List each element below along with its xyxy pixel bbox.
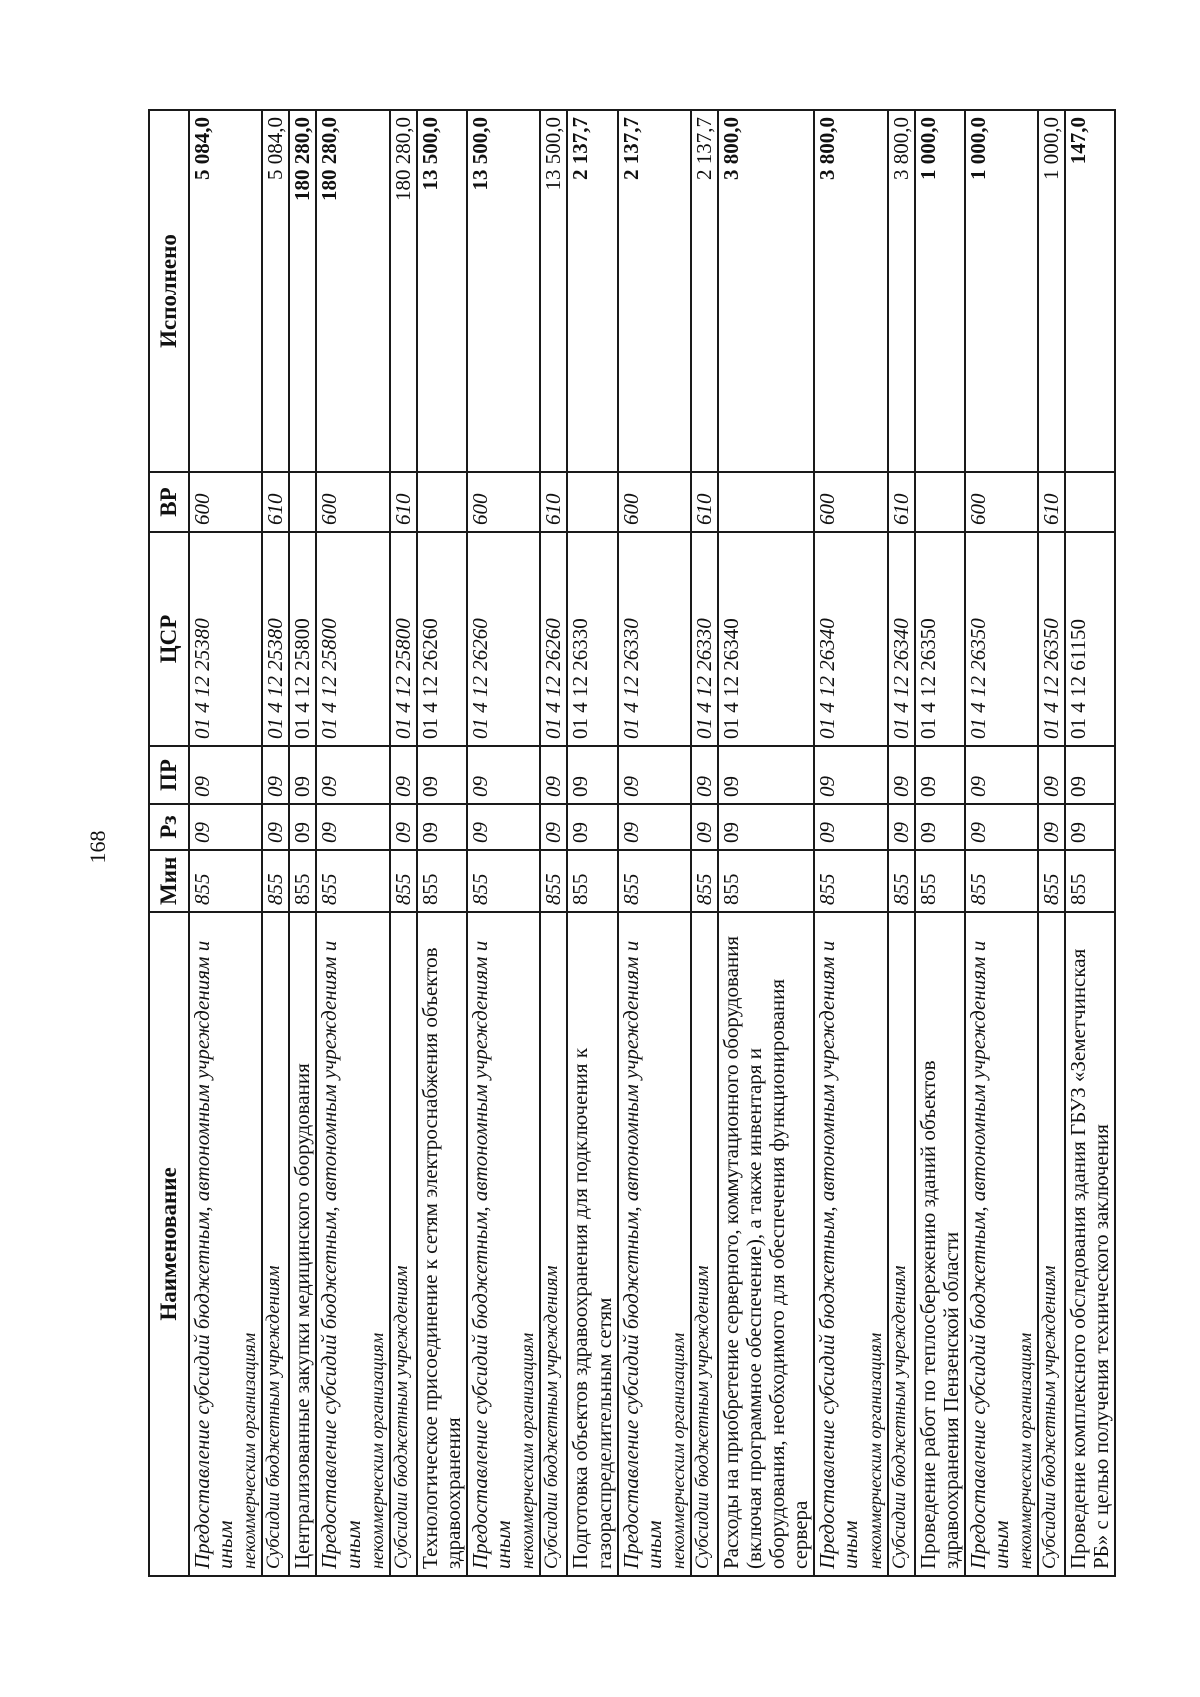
- cell-min: 855: [888, 850, 915, 912]
- cell-min: 855: [467, 850, 540, 912]
- cell-csr: 01 4 12 26330: [567, 532, 617, 746]
- table-row: [814, 110, 887, 1576]
- cell-name: [262, 912, 289, 1576]
- cell-name: [417, 912, 467, 1576]
- cell-min: 855: [417, 850, 467, 912]
- cell-csr: 01 4 12 26260: [417, 532, 467, 746]
- row-name-text: Расходы на приобретение серверного, коммутационного оборудования (включая программное обеспечение), а также инвентаря и оборудования, необходимого для обеспечения функционирования сервера: [718, 935, 813, 1569]
- cell-done: 2 137,7: [691, 110, 718, 472]
- cell-name: [567, 912, 617, 1576]
- cell-pr: 09: [814, 746, 887, 804]
- col-header-name: Наименование: [149, 912, 189, 1576]
- cell-min: 855: [189, 850, 262, 912]
- row-name-text: Подготовка объектов здравоохранения для подключения к газораспределительным сетям: [568, 1047, 616, 1569]
- col-header-csr: ЦСР: [149, 532, 189, 746]
- cell-min: 855: [1038, 850, 1065, 912]
- row-name-text-line2: некоммерческим организациям: [239, 1332, 260, 1569]
- cell-done: 3 800,0: [814, 110, 887, 472]
- cell-pr: 09: [618, 746, 691, 804]
- table-row: [540, 110, 567, 1576]
- cell-name: [540, 912, 567, 1576]
- row-name-text: Проведение работ по теплосбережению зданий объектов здравоохранения Пензенской области: [915, 1060, 963, 1569]
- cell-pr: 09: [262, 746, 289, 804]
- cell-csr: 01 4 12 26350: [915, 532, 965, 746]
- cell-done: 180 280,0: [289, 110, 316, 472]
- cell-done: 180 280,0: [390, 110, 417, 472]
- cell-name: [189, 912, 262, 1576]
- cell-vr: 600: [189, 472, 262, 532]
- cell-pr: 09: [1065, 746, 1115, 804]
- cell-vr: 600: [467, 472, 540, 532]
- cell-rz: 09: [965, 804, 1038, 850]
- cell-csr: 01 4 12 26260: [540, 532, 567, 746]
- cell-name: [316, 912, 389, 1576]
- row-name-text: Субсидии бюджетным учреждениям: [541, 1265, 563, 1569]
- cell-vr: [289, 472, 316, 532]
- cell-name: [467, 912, 540, 1576]
- cell-name: [289, 912, 316, 1576]
- cell-vr: 600: [316, 472, 389, 532]
- row-name-text-line2: некоммерческим организациям: [864, 1332, 885, 1569]
- cell-vr: 600: [618, 472, 691, 532]
- row-name-text: Субсидии бюджетным учреждениям: [691, 1265, 713, 1569]
- cell-done: 1 000,0: [1038, 110, 1065, 472]
- row-name-text-line2: некоммерческим организациям: [667, 1332, 688, 1569]
- cell-csr: 01 4 12 25800: [316, 532, 389, 746]
- cell-rz: 09: [1065, 804, 1115, 850]
- cell-pr: 09: [189, 746, 262, 804]
- cell-vr: 610: [888, 472, 915, 532]
- table-header-row: [149, 110, 189, 1576]
- table-row: [467, 110, 540, 1576]
- cell-rz: 09: [467, 804, 540, 850]
- cell-vr: 610: [540, 472, 567, 532]
- row-name-text: Предоставление субсидий бюджетным, автономным учреждениям и иным: [618, 940, 666, 1569]
- cell-min: 855: [262, 850, 289, 912]
- cell-done: 13 500,0: [540, 110, 567, 472]
- cell-name: [718, 912, 814, 1576]
- cell-pr: 09: [567, 746, 617, 804]
- cell-vr: [567, 472, 617, 532]
- page-number: 168: [85, 830, 110, 864]
- cell-csr: 01 4 12 26340: [814, 532, 887, 746]
- row-name-text: Субсидии бюджетным учреждениям: [1039, 1265, 1061, 1569]
- cell-csr: 01 4 12 26330: [618, 532, 691, 746]
- cell-vr: 600: [814, 472, 887, 532]
- cell-min: 855: [1065, 850, 1115, 912]
- cell-vr: [915, 472, 965, 532]
- table-body: [189, 110, 1115, 1576]
- cell-csr: 01 4 12 26330: [691, 532, 718, 746]
- cell-csr: 01 4 12 61150: [1065, 532, 1115, 746]
- cell-pr: 09: [390, 746, 417, 804]
- cell-name: [814, 912, 887, 1576]
- row-name-text: Предоставление субсидий бюджетным, автономным учреждениям и иным: [815, 940, 863, 1569]
- cell-pr: 09: [691, 746, 718, 804]
- row-name-text: Технологическое присоединение к сетям электроснабжения объектов здравоохранения: [417, 947, 465, 1569]
- cell-min: 855: [814, 850, 887, 912]
- cell-done: 13 500,0: [467, 110, 540, 472]
- row-name-text: Проведение комплексного обследования здания ГБУЗ «Земетчинская РБ» с целью получения технического заключения: [1066, 948, 1114, 1569]
- cell-rz: 09: [417, 804, 467, 850]
- cell-vr: 610: [1038, 472, 1065, 532]
- cell-name: [618, 912, 691, 1576]
- cell-min: 855: [691, 850, 718, 912]
- cell-min: 855: [567, 850, 617, 912]
- cell-pr: 09: [888, 746, 915, 804]
- budget-table: [148, 109, 1116, 1577]
- cell-min: 855: [965, 850, 1038, 912]
- cell-csr: 01 4 12 26260: [467, 532, 540, 746]
- cell-pr: 09: [965, 746, 1038, 804]
- cell-pr: 09: [1038, 746, 1065, 804]
- cell-min: 855: [390, 850, 417, 912]
- cell-name: [1065, 912, 1115, 1576]
- cell-vr: 610: [691, 472, 718, 532]
- cell-csr: 01 4 12 25800: [390, 532, 417, 746]
- cell-rz: 09: [814, 804, 887, 850]
- cell-vr: [1065, 472, 1115, 532]
- cell-rz: 09: [540, 804, 567, 850]
- cell-min: 855: [540, 850, 567, 912]
- cell-pr: 09: [915, 746, 965, 804]
- table-row: [567, 110, 617, 1576]
- table-row: [691, 110, 718, 1576]
- table-row: [618, 110, 691, 1576]
- row-name-text-line2: некоммерческим организациям: [1015, 1332, 1036, 1569]
- row-name-text: Предоставление субсидий бюджетным, автономным учреждениям и иным: [965, 940, 1013, 1569]
- cell-name: [965, 912, 1038, 1576]
- table-row: [888, 110, 915, 1576]
- row-name-text-line2: некоммерческим организациям: [366, 1332, 387, 1569]
- cell-pr: 09: [417, 746, 467, 804]
- row-name-text-line2: некоммерческим организациям: [517, 1332, 538, 1569]
- cell-name: [915, 912, 965, 1576]
- cell-vr: [417, 472, 467, 532]
- cell-done: 5 084,0: [189, 110, 262, 472]
- cell-done: 1 000,0: [965, 110, 1038, 472]
- cell-vr: 610: [390, 472, 417, 532]
- cell-done: 5 084,0: [262, 110, 289, 472]
- cell-done: 2 137,7: [567, 110, 617, 472]
- rotated-page-content: [148, 111, 1114, 1577]
- col-header-rz: Рз: [149, 804, 189, 850]
- cell-rz: 09: [691, 804, 718, 850]
- cell-pr: 09: [540, 746, 567, 804]
- cell-csr: 01 4 12 26340: [888, 532, 915, 746]
- cell-vr: 600: [965, 472, 1038, 532]
- cell-rz: 09: [289, 804, 316, 850]
- table-row: [915, 110, 965, 1576]
- cell-pr: 09: [467, 746, 540, 804]
- table-row: [965, 110, 1038, 1576]
- cell-done: 3 800,0: [718, 110, 814, 472]
- cell-pr: 09: [718, 746, 814, 804]
- cell-done: 1 000,0: [915, 110, 965, 472]
- cell-rz: 09: [718, 804, 814, 850]
- table-row: [1065, 110, 1115, 1576]
- table-row: [189, 110, 262, 1576]
- cell-done: 3 800,0: [888, 110, 915, 472]
- table-row: [417, 110, 467, 1576]
- table-row: [390, 110, 417, 1576]
- cell-done: 147,0: [1065, 110, 1115, 472]
- cell-done: 13 500,0: [417, 110, 467, 472]
- cell-min: 855: [915, 850, 965, 912]
- cell-rz: 09: [316, 804, 389, 850]
- table-row: [289, 110, 316, 1576]
- row-name-text: Субсидии бюджетным учреждениям: [263, 1265, 285, 1569]
- cell-csr: 01 4 12 26350: [1038, 532, 1065, 746]
- row-name-text: Предоставление субсидий бюджетным, автономным учреждениям и иным: [468, 940, 516, 1569]
- cell-vr: [718, 472, 814, 532]
- cell-rz: 09: [618, 804, 691, 850]
- cell-rz: 09: [888, 804, 915, 850]
- cell-csr: 01 4 12 25380: [262, 532, 289, 746]
- cell-pr: 09: [289, 746, 316, 804]
- cell-rz: 09: [567, 804, 617, 850]
- col-header-vr: ВР: [149, 472, 189, 532]
- cell-rz: 09: [915, 804, 965, 850]
- row-name-text: Предоставление субсидий бюджетным, автономным учреждениям и иным: [190, 940, 238, 1569]
- row-name-text: Централизованные закупки медицинского оборудования: [290, 1063, 315, 1569]
- cell-name: [888, 912, 915, 1576]
- cell-csr: 01 4 12 26350: [965, 532, 1038, 746]
- cell-rz: 09: [262, 804, 289, 850]
- table-row: [718, 110, 814, 1576]
- cell-pr: 09: [316, 746, 389, 804]
- cell-done: 180 280,0: [316, 110, 389, 472]
- col-header-min: Мин: [149, 850, 189, 912]
- row-name-text: Предоставление субсидий бюджетным, автономным учреждениям и иным: [317, 940, 365, 1569]
- cell-min: 855: [718, 850, 814, 912]
- cell-csr: 01 4 12 25380: [189, 532, 262, 746]
- cell-name: [691, 912, 718, 1576]
- row-name-text: Субсидии бюджетным учреждениям: [390, 1265, 412, 1569]
- cell-name: [390, 912, 417, 1576]
- row-name-text: Субсидии бюджетным учреждениям: [888, 1265, 910, 1569]
- cell-csr: 01 4 12 26340: [718, 532, 814, 746]
- table-row: [316, 110, 389, 1576]
- cell-min: 855: [618, 850, 691, 912]
- col-header-pr: ПР: [149, 746, 189, 804]
- cell-rz: 09: [390, 804, 417, 850]
- cell-name: [1038, 912, 1065, 1576]
- table-row: [1038, 110, 1065, 1576]
- cell-done: 2 137,7: [618, 110, 691, 472]
- cell-rz: 09: [1038, 804, 1065, 850]
- cell-csr: 01 4 12 25800: [289, 532, 316, 746]
- cell-min: 855: [316, 850, 389, 912]
- cell-vr: 610: [262, 472, 289, 532]
- cell-rz: 09: [189, 804, 262, 850]
- table-row: [262, 110, 289, 1576]
- col-header-done: Исполнено: [149, 110, 189, 472]
- cell-min: 855: [289, 850, 316, 912]
